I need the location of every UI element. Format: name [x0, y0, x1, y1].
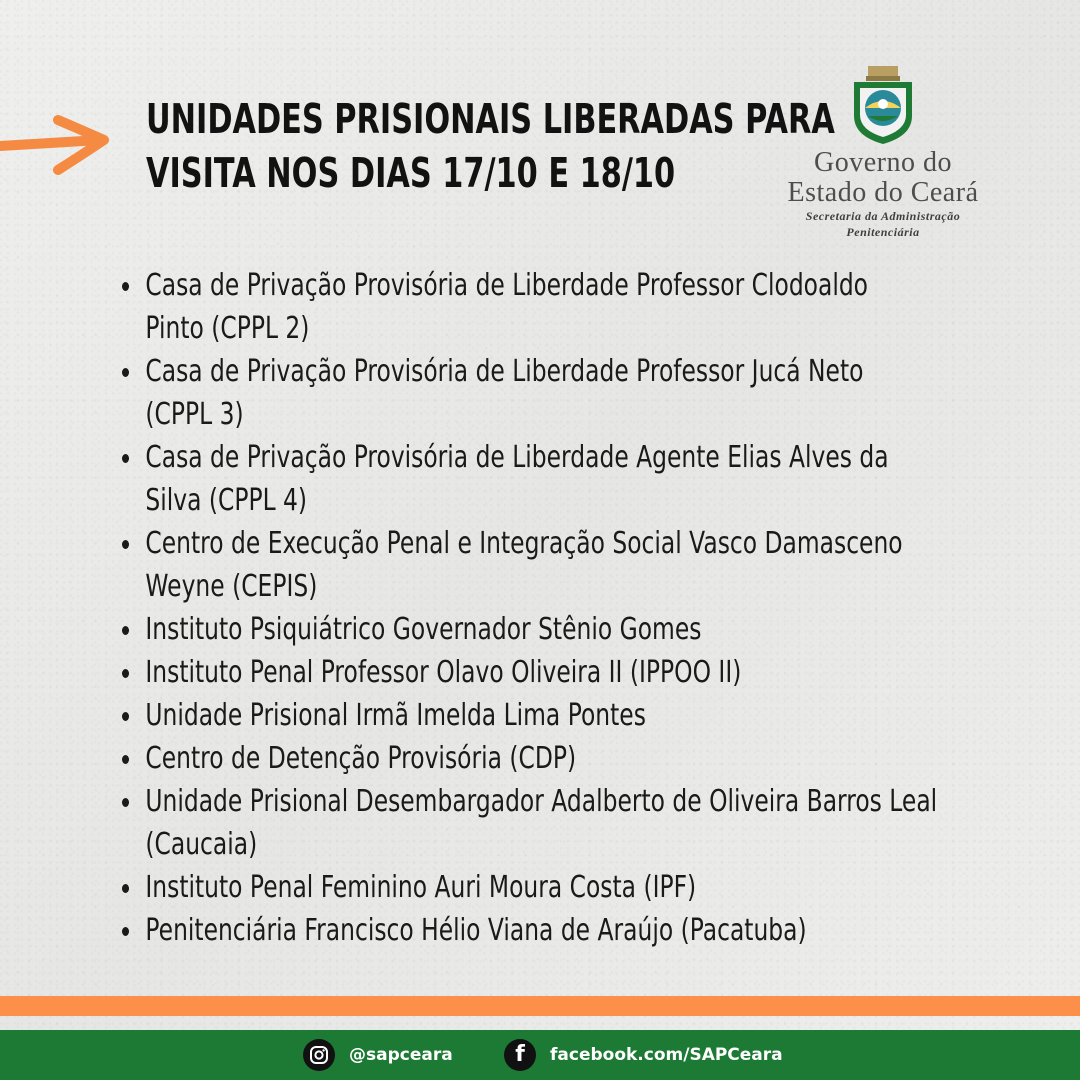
- item-text: Silva (CPPL 4): [145, 483, 308, 518]
- page-title: [146, 92, 835, 200]
- bullet: [122, 884, 129, 893]
- logo-line-2: Estado do Ceará: [787, 177, 979, 208]
- prison-units-list: [122, 264, 1080, 952]
- list-item: [122, 737, 999, 780]
- item-text: Unidade Prisional Desembargador Adalberto de Oliveira Barros Leal: [145, 784, 938, 819]
- item-text: (Caucaia): [145, 827, 258, 862]
- item-text: Instituto Penal Feminino Auri Moura Costa (IPF): [145, 870, 697, 905]
- list-item: [122, 694, 999, 737]
- title-line-1: UNIDADES PRISIONAIS LIBERADAS PARA: [146, 95, 835, 143]
- bullet: [122, 927, 129, 936]
- item-text: Casa de Privação Provisória de Liberdade Professor Jucá Neto: [145, 354, 864, 389]
- list-item: [122, 608, 999, 651]
- bullet: [122, 712, 129, 721]
- bullet: [122, 454, 129, 463]
- logo-line-3: Secretaria da Administração: [805, 209, 961, 223]
- orange-divider: [0, 996, 1080, 1016]
- item-text: Weyne (CEPIS): [145, 569, 318, 604]
- arrow-icon: [0, 110, 120, 180]
- instagram-link[interactable]: [303, 1039, 453, 1071]
- item-text: Centro de Execução Penal e Integração Social Vasco Damasceno: [145, 526, 903, 561]
- list-item: [122, 350, 999, 436]
- list-item: [122, 651, 999, 694]
- bullet: [122, 669, 129, 678]
- instagram-handle: @sapceara: [349, 1045, 453, 1065]
- logo-line-4: Penitenciária: [846, 225, 920, 239]
- facebook-handle: facebook.com/SAPCeara: [550, 1045, 783, 1065]
- bullet: [122, 540, 129, 549]
- item-text: Pinto (CPPL 2): [145, 311, 310, 346]
- bullet: [122, 798, 129, 807]
- bullet: [122, 282, 129, 291]
- list-item: [122, 436, 999, 522]
- item-text: Instituto Penal Professor Olavo Oliveira II (IPPOO II): [145, 655, 742, 690]
- item-text: Instituto Psiquiátrico Governador Stênio Gomes: [145, 612, 702, 647]
- bullet: [122, 368, 129, 377]
- title-line-2: VISITA NOS DIAS 17/10 E 18/10: [146, 149, 676, 197]
- state-crest-icon: [850, 64, 916, 146]
- item-text: Casa de Privação Provisória de Liberdade Agente Elias Alves da: [145, 440, 889, 475]
- facebook-icon: f: [504, 1039, 536, 1071]
- item-text: Penitenciária Francisco Hélio Viana de Araújo (Pacatuba): [145, 913, 807, 948]
- item-text: Unidade Prisional Irmã Imelda Lima Pontes: [145, 698, 646, 733]
- list-item: [122, 866, 999, 909]
- list-item: [122, 909, 999, 952]
- government-logo: [770, 64, 996, 244]
- facebook-link[interactable]: [504, 1039, 783, 1071]
- item-text: Casa de Privação Provisória de Liberdade Professor Clodoaldo: [145, 268, 869, 303]
- bullet: [122, 626, 129, 635]
- instagram-icon: [303, 1039, 335, 1071]
- bullet: [122, 755, 129, 764]
- list-item: [122, 522, 999, 608]
- list-item: [122, 780, 999, 866]
- item-text: (CPPL 3): [145, 397, 244, 432]
- item-text: Centro de Detenção Provisória (CDP): [145, 741, 577, 776]
- logo-line-1: Governo do: [814, 147, 952, 178]
- list-item: [122, 264, 999, 350]
